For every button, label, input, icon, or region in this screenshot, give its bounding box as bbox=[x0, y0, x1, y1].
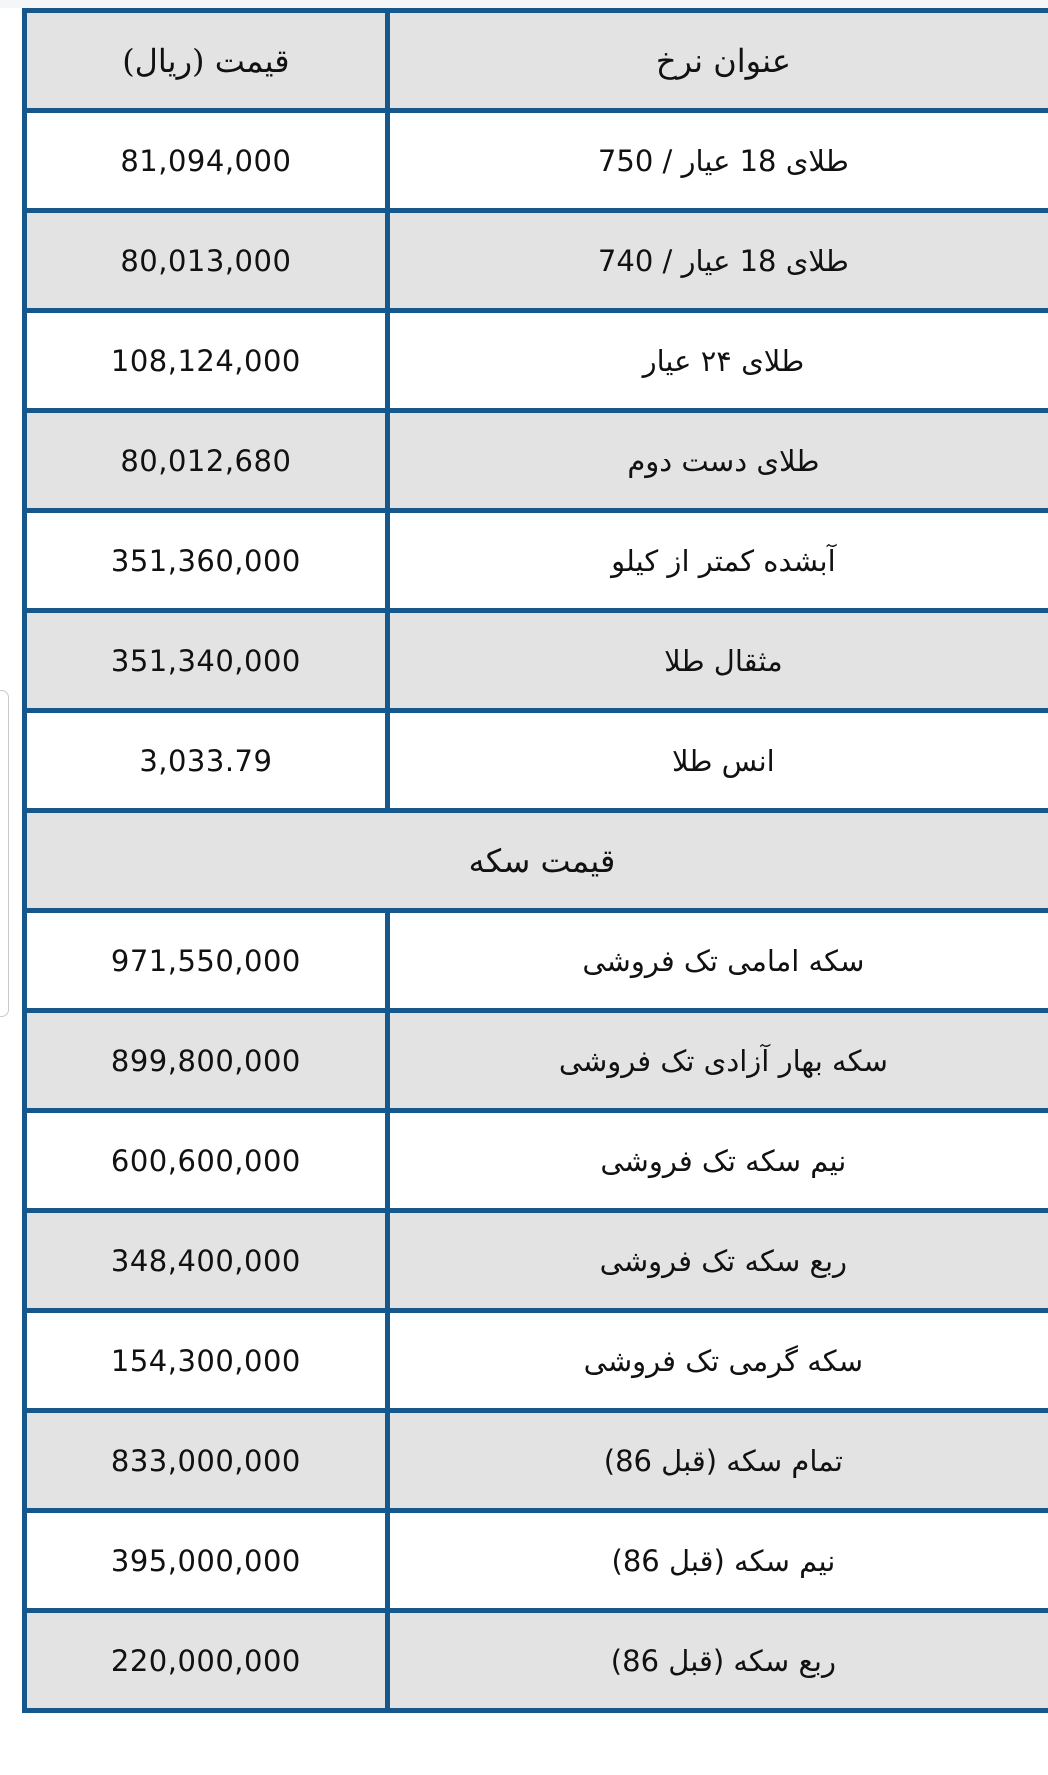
row-name: نیم سکه تک فروشی bbox=[387, 1111, 1048, 1211]
table-row bbox=[25, 1411, 1048, 1511]
row-name: تمام سکه (قبل 86) bbox=[387, 1411, 1048, 1511]
row-price: 351,340,000 bbox=[25, 611, 388, 711]
row-price: 600,600,000 bbox=[25, 1111, 388, 1211]
table-row bbox=[25, 711, 1048, 811]
row-name: طلای 18 عیار / 750 bbox=[387, 111, 1048, 211]
section-header-row bbox=[25, 811, 1048, 911]
row-price: 80,012,680 bbox=[25, 411, 388, 511]
scroll-handle[interactable] bbox=[0, 690, 9, 1017]
row-price: 220,000,000 bbox=[25, 1611, 388, 1711]
row-name: مثقال طلا bbox=[387, 611, 1048, 711]
header-price: قیمت (ریال) bbox=[25, 11, 388, 111]
row-price: 3,033.79 bbox=[25, 711, 388, 811]
table-row bbox=[25, 111, 1048, 211]
table-row bbox=[25, 511, 1048, 611]
table-row bbox=[25, 1511, 1048, 1611]
table-row bbox=[25, 411, 1048, 511]
row-name: سکه گرمی تک فروشی bbox=[387, 1311, 1048, 1411]
table-row bbox=[25, 211, 1048, 311]
row-price: 395,000,000 bbox=[25, 1511, 388, 1611]
table-row bbox=[25, 1311, 1048, 1411]
row-name: طلای ۲۴ عیار bbox=[387, 311, 1048, 411]
header-rate-title: عنوان نرخ bbox=[387, 11, 1048, 111]
table-row bbox=[25, 311, 1048, 411]
row-price: 81,094,000 bbox=[25, 111, 388, 211]
price-table-container bbox=[22, 8, 1048, 1713]
row-name: سکه امامی تک فروشی bbox=[387, 911, 1048, 1011]
gold-coin-price-table bbox=[22, 8, 1048, 1713]
table-header-row bbox=[25, 11, 1048, 111]
table-row bbox=[25, 1011, 1048, 1111]
row-name: طلای دست دوم bbox=[387, 411, 1048, 511]
table-row bbox=[25, 1211, 1048, 1311]
table-row bbox=[25, 611, 1048, 711]
row-price: 348,400,000 bbox=[25, 1211, 388, 1311]
row-name: طلای 18 عیار / 740 bbox=[387, 211, 1048, 311]
table-row bbox=[25, 911, 1048, 1011]
row-name: ربع سکه تک فروشی bbox=[387, 1211, 1048, 1311]
row-price: 351,360,000 bbox=[25, 511, 388, 611]
row-price: 833,000,000 bbox=[25, 1411, 388, 1511]
row-price: 154,300,000 bbox=[25, 1311, 388, 1411]
table-row bbox=[25, 1111, 1048, 1211]
row-price: 899,800,000 bbox=[25, 1011, 388, 1111]
row-name: انس طلا bbox=[387, 711, 1048, 811]
row-name: سکه بهار آزادی تک فروشی bbox=[387, 1011, 1048, 1111]
row-price: 971,550,000 bbox=[25, 911, 388, 1011]
table-row bbox=[25, 1611, 1048, 1711]
row-name: نیم سکه (قبل 86) bbox=[387, 1511, 1048, 1611]
section-title-coin-prices: قیمت سکه bbox=[25, 811, 1048, 911]
top-strip bbox=[0, 0, 1048, 8]
row-name: ربع سکه (قبل 86) bbox=[387, 1611, 1048, 1711]
row-price: 80,013,000 bbox=[25, 211, 388, 311]
row-name: آبشده کمتر از کیلو bbox=[387, 511, 1048, 611]
row-price: 108,124,000 bbox=[25, 311, 388, 411]
